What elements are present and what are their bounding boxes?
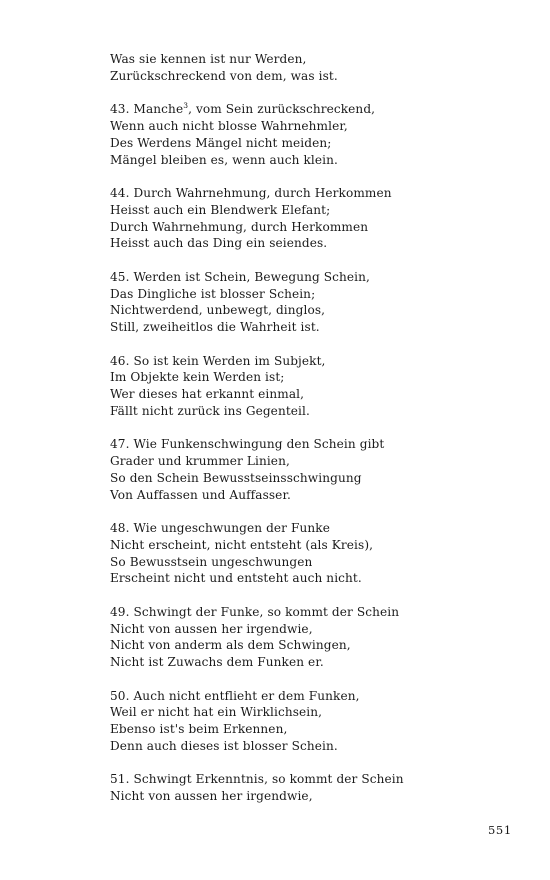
verse-line: 45. Werden ist Schein, Bewegung Schein,: [110, 269, 370, 284]
verse-line: Von Auffassen und Auffasser.: [110, 487, 291, 502]
verse-text: [110, 51, 510, 822]
verse-line: Durch Wahrnehmung, durch Herkommen: [110, 219, 369, 234]
verse-line: Fällt nicht zurück ins Gegenteil.: [110, 403, 310, 418]
verse-line: Nichtwerdend, unbewegt, dinglos,: [110, 303, 326, 318]
verse-line: Nicht erscheint, nicht entsteht (als Kreis),: [110, 537, 374, 552]
verse-line: 49. Schwingt der Funke, so kommt der Schein: [110, 604, 400, 619]
verse-line-with-footnote: [110, 101, 510, 118]
verse-line: Nicht ist Zuwachs dem Funken er.: [110, 655, 324, 670]
verse-line: 44. Durch Wahrnehmung, durch Herkommen: [110, 185, 392, 200]
verse-line: So den Schein Bewusstseinsschwingung: [110, 470, 362, 485]
footnote-marker: 3: [183, 101, 189, 111]
verse-line: 47. Wie Funkenschwingung den Schein gibt: [110, 437, 385, 452]
verse-line: Weil er nicht hat ein Wirklichsein,: [110, 705, 323, 720]
verse-line: Wenn auch nicht blosse Wahrnehmler,: [110, 118, 348, 133]
verse-line: 51. Schwingt Erkenntnis, so kommt der Schein: [110, 772, 404, 787]
verse-line: Nicht von aussen her irgendwie,: [110, 789, 313, 804]
verse-number: 43.: [110, 102, 130, 117]
verse-line: Grader und krummer Linien,: [110, 454, 290, 469]
verse-line: 46. So ist kein Werden im Subjekt,: [110, 353, 326, 368]
stanza-47: [110, 436, 510, 503]
stanza-45: [110, 269, 510, 336]
verse-line: Still, zweiheitlos die Wahrheit ist.: [110, 320, 320, 335]
verse-line: Zurückschreckend von dem, was ist.: [110, 68, 338, 83]
stanza-50: [110, 688, 510, 755]
stanza-48: [110, 520, 510, 587]
verse-line: Wer dieses hat erkannt einmal,: [110, 387, 305, 402]
verse-word: Manche: [133, 102, 184, 117]
stanza-49: [110, 604, 510, 671]
stanza-43: [110, 101, 510, 168]
verse-line: So Bewusstsein ungeschwungen: [110, 554, 313, 569]
verse-line: Des Werdens Mängel nicht meiden;: [110, 135, 332, 150]
verse-line: 48. Wie ungeschwungen der Funke: [110, 521, 330, 536]
verse-line: Ebenso ist's beim Erkennen,: [110, 722, 288, 737]
verse-text-rest: , vom Sein zurückschreckend,: [188, 102, 376, 117]
verse-line: Heisst auch das Ding ein seiendes.: [110, 236, 328, 251]
stanza-continuation: [110, 51, 510, 85]
verse-line: Was sie kennen ist nur Werden,: [110, 52, 307, 66]
stanza-51: [110, 771, 510, 805]
verse-line: Nicht von aussen her irgendwie,: [110, 621, 313, 636]
stanza-44: [110, 185, 510, 252]
verse-line: Im Objekte kein Werden ist;: [110, 370, 285, 385]
verse-line: Nicht von anderm als dem Schwingen,: [110, 638, 351, 653]
stanza-46: [110, 353, 510, 420]
verse-line: Denn auch dieses ist blosser Schein.: [110, 739, 338, 754]
verse-line: 50. Auch nicht entflieht er dem Funken,: [110, 688, 360, 703]
page-number: 551: [488, 823, 512, 837]
verse-line: Mängel bleiben es, wenn auch klein.: [110, 152, 338, 167]
verse-line: Heisst auch ein Blendwerk Elefant;: [110, 202, 331, 217]
verse-line: Erscheint nicht und entsteht auch nicht.: [110, 571, 362, 586]
verse-line: Das Dingliche ist blosser Schein;: [110, 286, 316, 301]
